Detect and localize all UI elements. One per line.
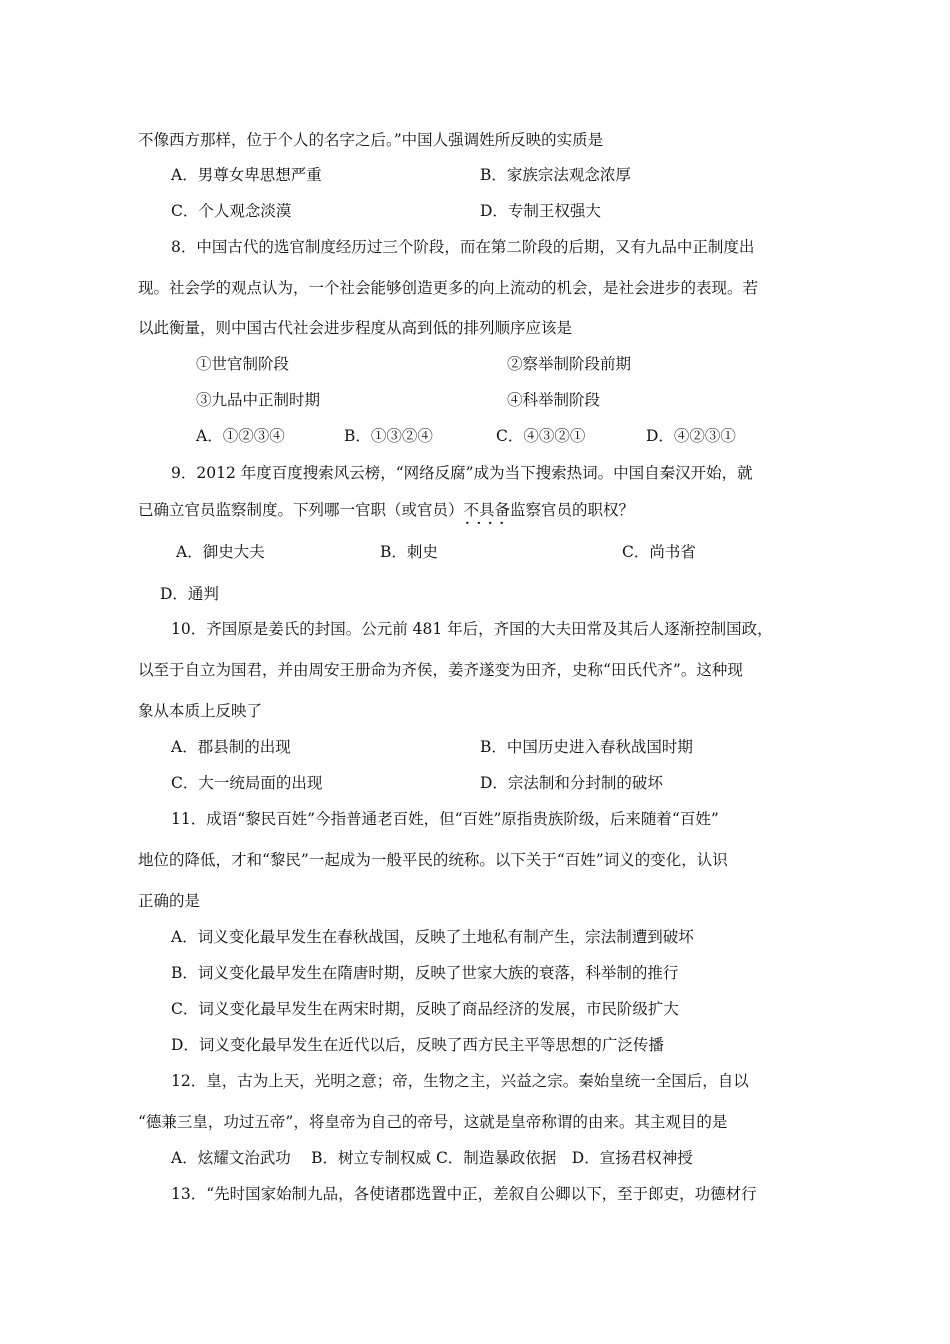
q13-stem-line-1: 13．“先时国家始制九品，各使诸郡选置中正，差叙自公卿以下，至于郎吏，功德材行 [171,1185,757,1203]
q9-emphasis-text: 不具备 · · [464,499,511,521]
q11-stem-line-1: 11．成语“黎民百姓”今指普通老百姓，但“百姓”原指贵族阶级，后来随着“百姓” [171,810,719,828]
q7-option-d: D．专制王权强大 [480,202,601,220]
q9-stem-line-1: 9．2012 年度百度搜索风云榜，“网络反腐”成为当下搜索热词。中国自秦汉开始，就 [171,464,753,482]
q8-item-3: ③九品中正制时期 [196,391,321,409]
q8-option-c: C．④③②① [496,427,586,445]
q8-option-d: D．④②③① [646,427,736,445]
q10-option-b: B．中国历史进入春秋战国时期 [480,738,693,756]
q10-option-c: C．大一统局面的出现 [171,774,323,792]
q9-stem-line-2 [138,499,634,521]
q8-item-2: ②察举制阶段前期 [507,355,632,373]
q9-stem-pre: 已确立官员监察制度。下列哪一官职（或官员） [138,501,464,519]
q8-stem-line-1: 8．中国古代的选官制度经历过三个阶段，而在第二阶段的后期，又有九品中正制度出 [171,238,755,256]
q9-option-b: B．刺史 [380,543,438,561]
q11-option-b: B．词义变化最早发生在隋唐时期，反映了世家大族的衰落，科举制的推行 [171,964,679,982]
q8-option-a: A．①②③④ [196,427,285,445]
q11-option-d: D．词义变化最早发生在近代以后，反映了西方民主平等思想的广泛传播 [171,1036,664,1054]
q8-stem-line-3: 以此衡量，则中国古代社会进步程度从高到低的排列顺序应该是 [138,319,573,337]
q10-stem-line-1: 10．齐国原是姜氏的封国。公元前 481 年后，齐国的大夫田常及其后人逐渐控制国政， [171,620,773,638]
q10-option-a: A．郡县制的出现 [171,738,291,756]
q8-item-4: ④科举制阶段 [507,391,601,409]
q8-option-b: B．①③②④ [344,427,433,445]
q12-stem-line-2: “德兼三皇，功过五帝”，将皇帝为自己的帝号，这就是皇帝称谓的由来。其主观目的是 [138,1113,728,1131]
q7-stem-line: 不像西方那样，位于个人的名字之后。”中国人强调姓所反映的实质是 [138,131,604,149]
q11-option-a: A．词义变化最早发生在春秋战国，反映了土地私有制产生，宗法制遭到破坏 [171,928,694,946]
q12-stem-line-1: 12．皇，古为上天，光明之意；帝，生物之主，兴益之宗。秦始皇统一全国后，自以 [171,1072,749,1090]
q12-options: A．炫耀文治武功 B．树立专制权威 C．制造暴政依据 D．宣扬君权神授 [171,1149,693,1167]
q10-stem-line-3: 象从本质上反映了 [138,702,263,720]
q7-option-c: C．个人观念淡漠 [171,202,292,220]
q7-option-a: A．男尊女卑思想严重 [171,166,322,184]
q10-option-d: D．宗法制和分封制的破坏 [480,774,663,792]
q10-stem-line-2: 以至于自立为国君，并由周安王册命为齐侯，姜齐遂变为田齐，史称“田氏代齐”。这种现 [138,661,743,679]
q8-item-1: ①世官制阶段 [196,355,290,373]
q9-option-c: C．尚书省 [622,543,696,561]
q9-stem-post: 监察官员的职权？ [510,501,635,519]
q9-option-a: A．御史大夫 [176,543,265,561]
q7-option-b: B．家族宗法观念浓厚 [480,166,631,184]
q11-stem-line-2: 地位的降低，才和“黎民”一起成为一般平民的统称。以下关于“百姓”词义的变化，认识 [138,851,728,869]
q11-option-c: C．词义变化最早发生在两宋时期，反映了商品经济的发展，市民阶级扩大 [171,1000,679,1018]
q11-stem-line-3: 正确的是 [138,892,201,910]
q9-option-d: D．通判 [160,585,219,603]
q8-stem-line-2: 现。社会学的观点认为，一个社会能够创造更多的向上流动的机会，是社会进步的表现。若 [138,279,759,297]
